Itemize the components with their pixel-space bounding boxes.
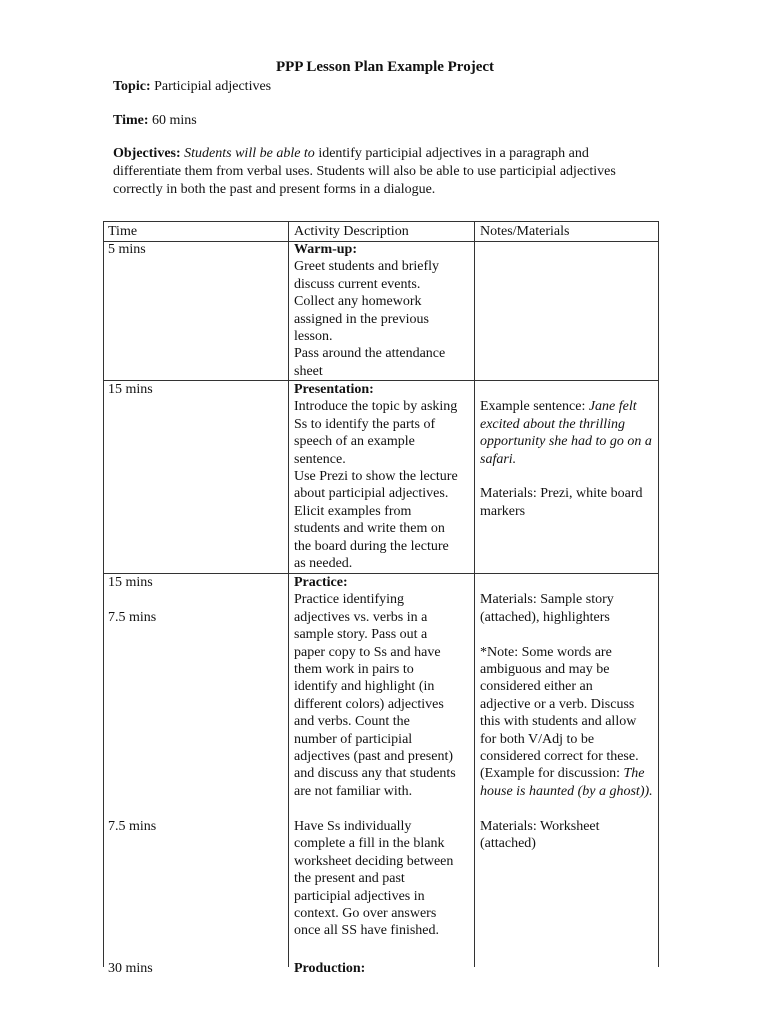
row3-activity-line: paper copy to Ss and have — [294, 644, 441, 660]
row2-activity-line: about participial adjectives. — [294, 486, 449, 502]
table-divider-2 — [474, 222, 475, 967]
row1-activity-line: lesson. — [294, 329, 333, 345]
row3-activity-line: adjectives (past and present) — [294, 749, 453, 765]
topic-line — [113, 78, 653, 96]
row3-note-line: *Note: Some words are — [480, 644, 612, 660]
row3-note-line: this with students and allow — [480, 714, 637, 730]
row3-activity-line: and discuss any that students — [294, 766, 456, 782]
row1-activity-line: assigned in the previous — [294, 311, 429, 327]
row3-activity-title: Practice: — [294, 575, 348, 590]
row2-notes-italic: Jane felt — [588, 399, 637, 415]
row3-note-line: considered either an — [480, 679, 593, 695]
row2-activity-line: Ss to identify the parts of — [294, 416, 436, 432]
time-label: Time: — [113, 113, 149, 128]
row3-activity2-line: Have Ss individually — [294, 819, 412, 834]
row3-activity2-line: context. Go over answers — [294, 906, 437, 922]
objectives-italic: Students will be able to — [184, 146, 315, 161]
row3-activity2-line: once all SS have finished. — [294, 923, 440, 939]
row3-note-line: ambiguous and may be — [480, 662, 610, 677]
row2-materials-line: markers — [480, 503, 526, 519]
objectives-paragraph — [113, 145, 648, 199]
row3-sub-time-2: 7.5 mins — [108, 819, 157, 834]
row3-notes2-line: (attached) — [480, 836, 536, 852]
row3-materials-line: Materials: Sample story — [480, 592, 614, 608]
row3-activity2-line: participial adjectives in — [294, 888, 425, 904]
row3-activity — [294, 574, 472, 800]
row2-activity-line: the board during the lecture — [294, 538, 449, 554]
row3-activity-line: Practice identifying — [294, 592, 405, 608]
row1-activity-line: discuss current events. — [294, 276, 421, 292]
row3-materials-line: (attached), highlighters — [480, 609, 610, 625]
row2-activity-line: Use Prezi to show the lecture — [294, 469, 458, 485]
row3-activity-line: sample story. Pass out a — [294, 627, 428, 643]
time-line — [113, 112, 653, 130]
row2-notes-italic: safari. — [480, 451, 517, 467]
row2-activity-line: Elicit examples from — [294, 503, 412, 519]
row1-time: 5 mins — [108, 242, 146, 257]
table-border-right — [658, 222, 659, 967]
row3-activity-line: identify and highlight (in — [294, 679, 435, 695]
row3-note-line: considered correct for these. — [480, 749, 639, 765]
row3-sub-time-1: 7.5 mins — [108, 609, 157, 625]
row3-activity-line: adjectives vs. verbs in a — [294, 609, 428, 625]
row2-notes-italic: excited about the thrilling — [480, 416, 626, 432]
row1-activity-line: sheet — [294, 363, 323, 379]
row2-time: 15 mins — [108, 382, 153, 397]
row1-activity-line: Collect any homework — [294, 294, 422, 310]
row3-activity2-line: the present and past — [294, 871, 405, 887]
row3-note-example-italic: The — [623, 766, 645, 782]
row4-time-cutoff: 30 mins — [108, 961, 153, 976]
row2-activity-line: Introduce the topic by asking — [294, 399, 458, 415]
row3-activity-2 — [294, 818, 472, 940]
row3-notes — [480, 574, 655, 800]
row2-activity-line: students and write them on — [294, 521, 445, 537]
header-time: Time — [108, 224, 138, 239]
row1-activity-line: Greet students and briefly — [294, 259, 440, 275]
table-border-left — [103, 222, 104, 967]
row3-activity-line: them work in pairs to — [294, 662, 414, 678]
row3-note-example-line — [480, 765, 655, 782]
row3-note-example-italic-2: house is haunted (by a ghost)). — [480, 783, 653, 799]
row3-activity-line: and verbs. Count the — [294, 714, 410, 730]
row3-activity-line: are not familiar with. — [294, 783, 413, 799]
row3-note-line: adjective or a verb. Discuss — [480, 696, 635, 712]
row3-time — [108, 574, 283, 626]
header-activity: Activity Description — [294, 224, 409, 239]
row3-activity2-line: complete a fill in the blank — [294, 836, 445, 852]
row2-activity-title: Presentation: — [294, 382, 374, 397]
topic-value: Participial adjectives — [154, 79, 272, 94]
row2-activity-line: as needed. — [294, 556, 353, 572]
row3-time-main: 15 mins — [108, 575, 153, 590]
row1-activity-title: Warm-up: — [294, 242, 357, 257]
row3-activity-line: different colors) adjectives — [294, 696, 444, 712]
objectives-text: identify participial adjectives in a paragraph and differentiate them from verbal uses. Students will also be able to use participial adjectives correctly in both the past and present forms in a dialogue. — [113, 146, 616, 197]
row2-notes-italic: opportunity she had to go on a — [480, 434, 652, 450]
document-title: PPP Lesson Plan Example Project — [275, 59, 495, 75]
row4-activity-cutoff: Production: — [294, 961, 366, 976]
row2-activity-line: speech of an example — [294, 434, 415, 450]
row3-note-example-prefix: (Example for discussion: — [480, 766, 620, 782]
objectives-label: Objectives: — [113, 146, 181, 161]
row2-materials-line: Materials: Prezi, white board — [480, 486, 643, 502]
row2-activity-line: sentence. — [294, 451, 346, 467]
row1-activity-line: Pass around the attendance — [294, 346, 446, 362]
row2-notes — [480, 381, 655, 520]
lesson-table — [103, 221, 659, 976]
row2-activity — [294, 381, 472, 572]
row3-note-line: for both V/Adj to be — [480, 731, 595, 747]
topic-label: Topic: — [113, 79, 151, 94]
row3-activity2-line: worksheet deciding between — [294, 853, 454, 869]
table-divider-1 — [288, 222, 289, 967]
row3-notes2-line: Materials: Worksheet — [480, 819, 600, 834]
time-value: 60 mins — [152, 113, 197, 128]
header-notes: Notes/Materials — [480, 224, 570, 239]
row1-activity — [294, 241, 472, 380]
row3-notes-2 — [480, 818, 655, 853]
row2-notes-line — [480, 398, 655, 415]
row2-notes-prefix: Example sentence: — [480, 399, 586, 415]
row3-activity-line: number of participial — [294, 731, 413, 747]
